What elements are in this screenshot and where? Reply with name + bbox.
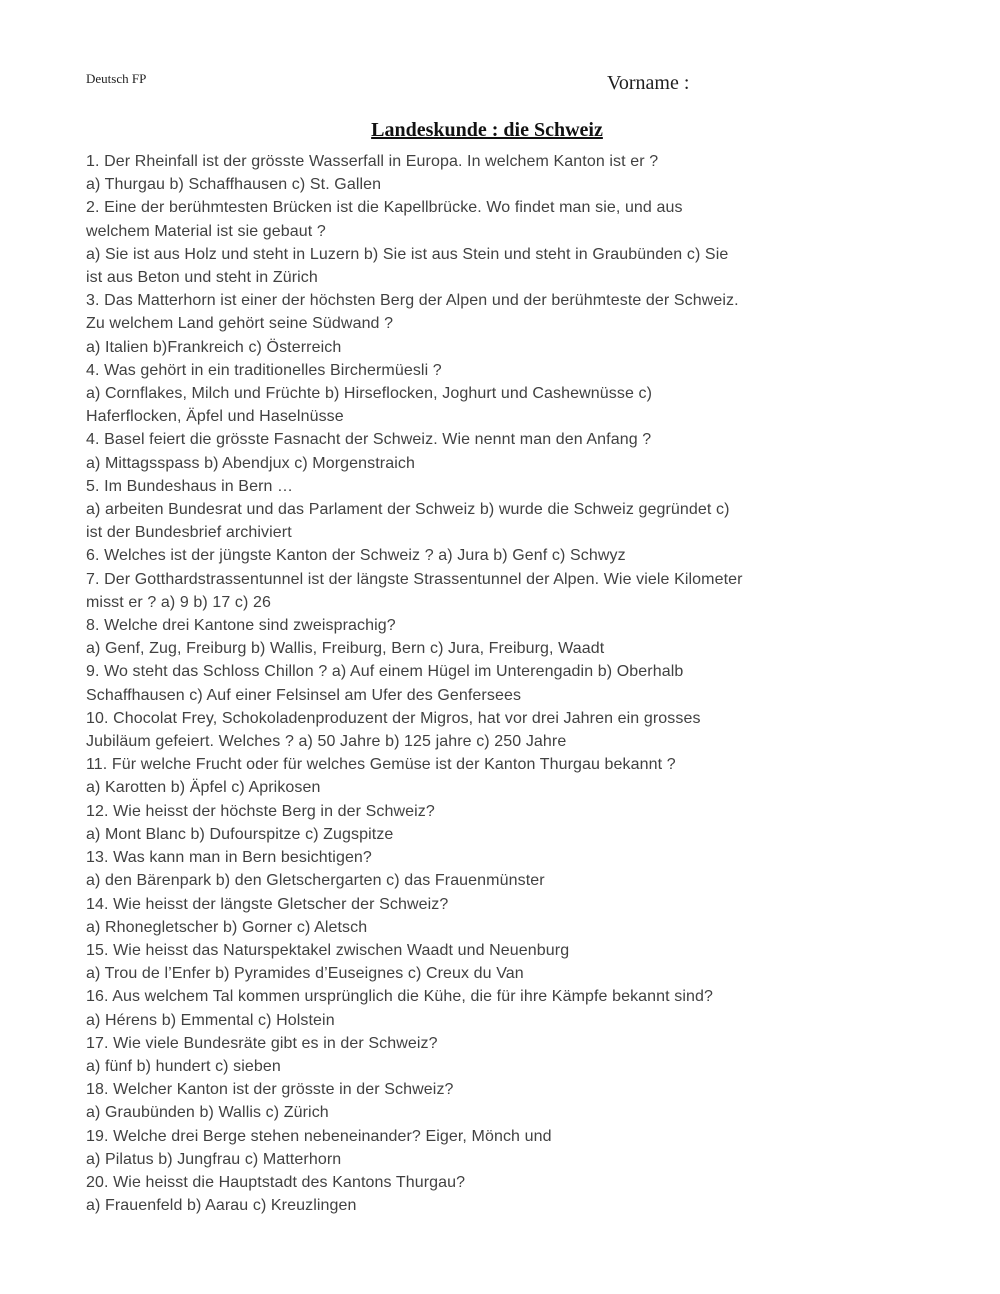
quiz-body bbox=[86, 150, 926, 1217]
quiz-line: 8. Welche drei Kantone sind zweisprachig? bbox=[86, 617, 396, 635]
quiz-line: Zu welchem Land gehört seine Südwand ? bbox=[86, 315, 394, 333]
quiz-line: 7. Der Gotthardstrassentunnel ist der längste Strassentunnel der Alpen. Wie viele Kilometer bbox=[86, 570, 743, 588]
quiz-line: 6. Welches ist der jüngste Kanton der Schweiz ? a) Jura b) Genf c) Schwyz bbox=[86, 547, 626, 565]
quiz-line: 2. Eine der berühmtesten Brücken ist die Kapellbrücke. Wo findet man sie, und aus bbox=[86, 199, 683, 217]
quiz-line: 18. Welcher Kanton ist der grösste in der Schweiz? bbox=[86, 1081, 454, 1099]
quiz-line: 3. Das Matterhorn ist einer der höchsten Berg der Alpen und der berühmteste der Schweiz. bbox=[86, 292, 739, 310]
quiz-line: 1. Der Rheinfall ist der grösste Wasserfall in Europa. In welchem Kanton ist er ? bbox=[86, 153, 659, 170]
quiz-line: a) Karotten b) Äpfel c) Aprikosen bbox=[86, 779, 321, 797]
quiz-line: 4. Was gehört in ein traditionelles Birchermüesli ? bbox=[86, 361, 442, 379]
student-name-label: Vorname : bbox=[607, 72, 690, 94]
quiz-line: a) den Bärenpark b) den Gletschergarten c) das Frauenmünster bbox=[86, 872, 545, 890]
quiz-line: 12. Wie heisst der höchste Berg in der Schweiz? bbox=[86, 802, 435, 820]
quiz-line: ist aus Beton und steht in Zürich bbox=[86, 269, 318, 287]
quiz-line: 10. Chocolat Frey, Schokoladenproduzent der Migros, hat vor drei Jahren ein grosses bbox=[86, 709, 701, 727]
page-title: Landeskunde : die Schweiz bbox=[371, 119, 603, 141]
quiz-line: 19. Welche drei Berge stehen nebeneinander? Eiger, Mönch und bbox=[86, 1127, 552, 1145]
quiz-line: a) Mittagsspass b) Abendjux c) Morgenstraich bbox=[86, 454, 415, 472]
quiz-line: 11. Für welche Frucht oder für welches Gemüse ist der Kanton Thurgau bekannt ? bbox=[86, 756, 676, 774]
quiz-line: 14. Wie heisst der längste Gletscher der Schweiz? bbox=[86, 895, 449, 913]
quiz-line: a) Hérens b) Emmental c) Holstein bbox=[86, 1011, 335, 1029]
quiz-line: 15. Wie heisst das Naturspektakel zwischen Waadt und Neuenburg bbox=[86, 941, 570, 959]
quiz-line: misst er ? a) 9 b) 17 c) 26 bbox=[86, 593, 271, 611]
quiz-line: a) Graubünden b) Wallis c) Zürich bbox=[86, 1104, 329, 1122]
quiz-line: 5. Im Bundeshaus in Bern … bbox=[86, 477, 294, 495]
quiz-line: 17. Wie viele Bundesräte gibt es in der Schweiz? bbox=[86, 1034, 438, 1052]
quiz-line: 9. Wo steht das Schloss Chillon ? a) Auf einem Hügel im Unterengadin b) Oberhalb bbox=[86, 663, 684, 681]
quiz-line: a) Cornflakes, Milch und Früchte b) Hirseflocken, Joghurt und Cashewnüsse c) bbox=[86, 385, 653, 403]
quiz-line: ist der Bundesbrief archiviert bbox=[86, 524, 292, 542]
quiz-line: welchem Material ist sie gebaut ? bbox=[86, 222, 326, 240]
quiz-line: 16. Aus welchem Tal kommen ursprünglich die Kühe, die für ihre Kämpfe bekannt sind? bbox=[86, 988, 714, 1006]
quiz-line: a) Genf, Zug, Freiburg b) Wallis, Freiburg, Bern c) Jura, Freiburg, Waadt bbox=[86, 640, 605, 658]
quiz-line: a) Trou de l’Enfer b) Pyramides d’Euseignes c) Creux du Van bbox=[86, 965, 524, 983]
quiz-line: 20. Wie heisst die Hauptstadt des Kantons Thurgau? bbox=[86, 1173, 466, 1191]
quiz-line: Jubiläum gefeiert. Welches ? a) 50 Jahre b) 125 jahre c) 250 Jahre bbox=[86, 733, 567, 751]
quiz-line: a) Rhonegletscher b) Gorner c) Aletsch bbox=[86, 918, 368, 936]
quiz-line: a) Mont Blanc b) Dufourspitze c) Zugspitze bbox=[86, 825, 394, 843]
quiz-line: a) Thurgau b) Schaffhausen c) St. Gallen bbox=[86, 176, 382, 194]
quiz-line: Haferflocken, Äpfel und Haselnüsse bbox=[86, 408, 344, 426]
course-label: Deutsch FP bbox=[86, 71, 147, 86]
quiz-line: Schaffhausen c) Auf einer Felsinsel am Ufer des Genfersees bbox=[86, 686, 522, 704]
quiz-line: a) Sie ist aus Holz und steht in Luzern b) Sie ist aus Stein und steht in Graubünden c) Sie bbox=[86, 245, 729, 263]
quiz-line: a) Frauenfeld b) Aarau c) Kreuzlingen bbox=[86, 1197, 357, 1215]
quiz-line: 4. Basel feiert die grösste Fasnacht der Schweiz. Wie nennt man den Anfang ? bbox=[86, 431, 652, 449]
quiz-line: 13. Was kann man in Bern besichtigen? bbox=[86, 849, 372, 867]
quiz-line: a) fünf b) hundert c) sieben bbox=[86, 1057, 281, 1075]
quiz-line: a) arbeiten Bundesrat und das Parlament der Schweiz b) wurde die Schweiz gegründet c) bbox=[86, 501, 730, 519]
quiz-line: a) Pilatus b) Jungfrau c) Matterhorn bbox=[86, 1150, 342, 1168]
quiz-line: a) Italien b)Frankreich c) Österreich bbox=[86, 338, 342, 356]
